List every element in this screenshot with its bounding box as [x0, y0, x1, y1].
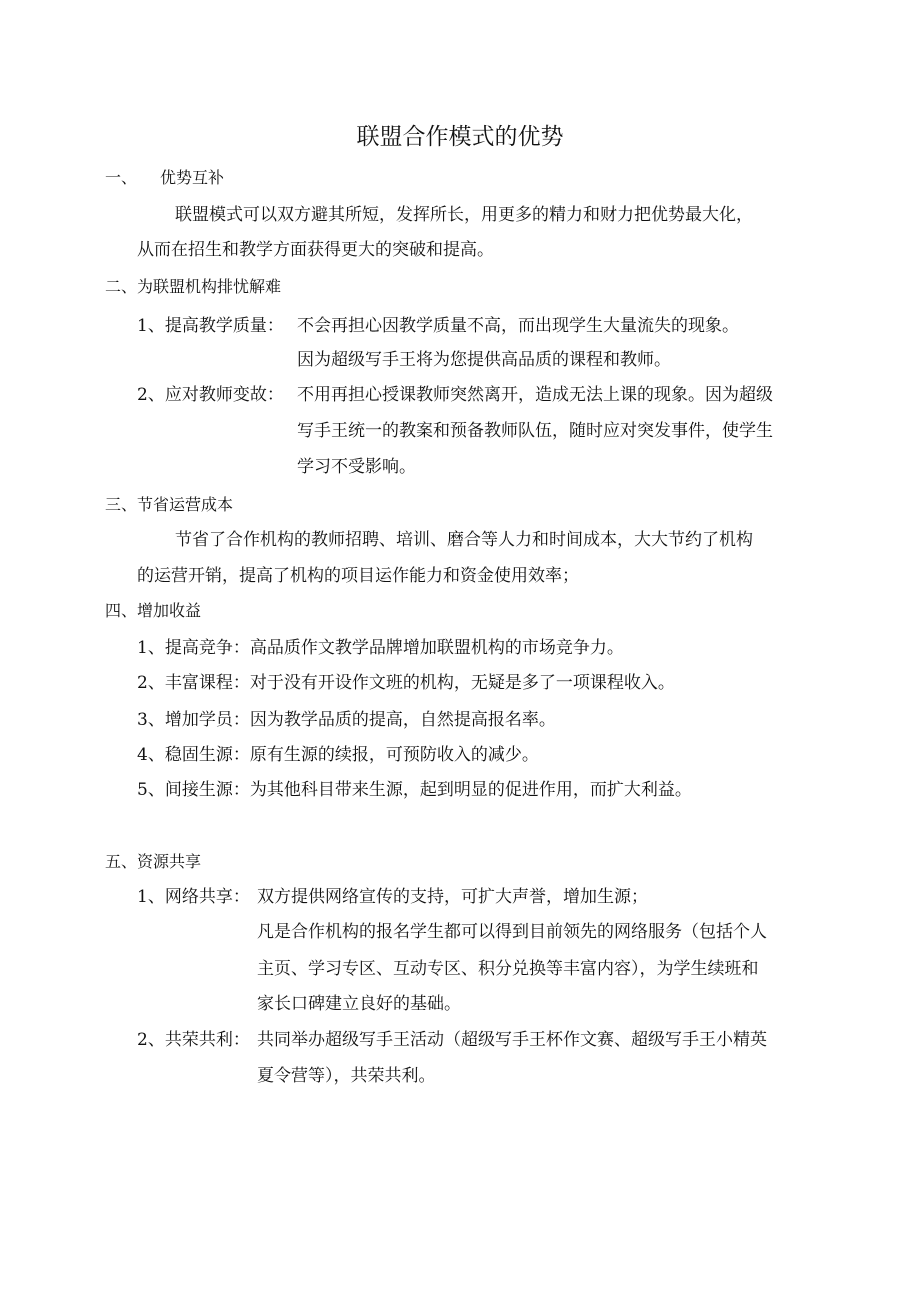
section-2-item-1-line: 不会再担心因教学质量不高，而出现学生大量流失的现象。: [297, 316, 739, 336]
section-4-list-item: 4、稳固生源：原有生源的续报，可预防收入的减少。: [137, 745, 539, 765]
section-3-paragraph-line: 节省了合作机构的教师招聘、培训、磨合等人力和时间成本，大大节约了机构: [175, 530, 753, 550]
section-4-list-item: 2、丰富课程：对于没有开设作文班的机构，无疑是多了一项课程收入。: [137, 673, 675, 693]
section-5-item-1-line: 家长口碑建立良好的基础。: [257, 994, 461, 1014]
section-1-heading: 优势互补: [160, 168, 225, 187]
section-5-item-1-line: 双方提供网络宣传的支持，可扩大声誉，增加生源；: [257, 887, 648, 907]
section-5-item-2-line: 共同举办超级写手王活动（超级写手王杯作文赛、超级写手王小精英: [257, 1030, 767, 1050]
section-4-heading: 四、增加收益: [105, 601, 202, 620]
section-2-item-1-label: 1、提高教学质量：: [137, 316, 284, 336]
section-5-item-2-label: 2、共荣共利：: [137, 1030, 250, 1050]
section-2-heading: 二、为联盟机构排忧解难: [105, 277, 282, 296]
section-2-item-2-line: 写手王统一的教案和预备教师队伍，随时应对突发事件，使学生: [297, 421, 773, 441]
page-title: 联盟合作模式的优势: [356, 124, 564, 150]
section-4-list-item: 5、间接生源：为其他科目带来生源，起到明显的促进作用，而扩大利益。: [137, 780, 692, 800]
section-5-item-1-line: 主页、学习专区、互动专区、积分兑换等丰富内容），为学生续班和: [257, 959, 759, 979]
section-4-list-item: 3、增加学员：因为教学品质的提高，自然提高报名率。: [137, 710, 556, 730]
section-5-item-1-line: 凡是合作机构的报名学生都可以得到目前领先的网络服务（包括个人: [257, 922, 767, 942]
section-5-item-2-line: 夏令营等），共荣共利。: [257, 1066, 436, 1086]
section-2-item-2-line: 学习不受影响。: [297, 457, 416, 477]
section-5-heading: 五、资源共享: [105, 852, 202, 871]
section-5-item-1-label: 1、网络共享：: [137, 887, 250, 907]
section-1-paragraph-line: 联盟模式可以双方避其所短，发挥所长，用更多的精力和财力把优势最大化，: [175, 205, 753, 225]
section-2-item-1-line: 因为超级写手王将为您提供高品质的课程和教师。: [297, 350, 671, 370]
section-2-item-2-line: 不用再担心授课教师突然离开，造成无法上课的现象。因为超级: [297, 385, 773, 405]
section-1-paragraph-line: 从而在招生和教学方面获得更大的突破和提高。: [137, 240, 494, 260]
section-3-heading: 三、节省运营成本: [105, 495, 234, 514]
section-4-list-item: 1、提高竞争：高品质作文教学品牌增加联盟机构的市场竞争力。: [137, 638, 624, 658]
section-3-paragraph-line: 的运营开销，提高了机构的项目运作能力和资金使用效率；: [137, 566, 579, 586]
section-2-item-2-label: 2、应对教师变故：: [137, 385, 284, 405]
section-1-heading-number: 一、: [105, 168, 138, 187]
